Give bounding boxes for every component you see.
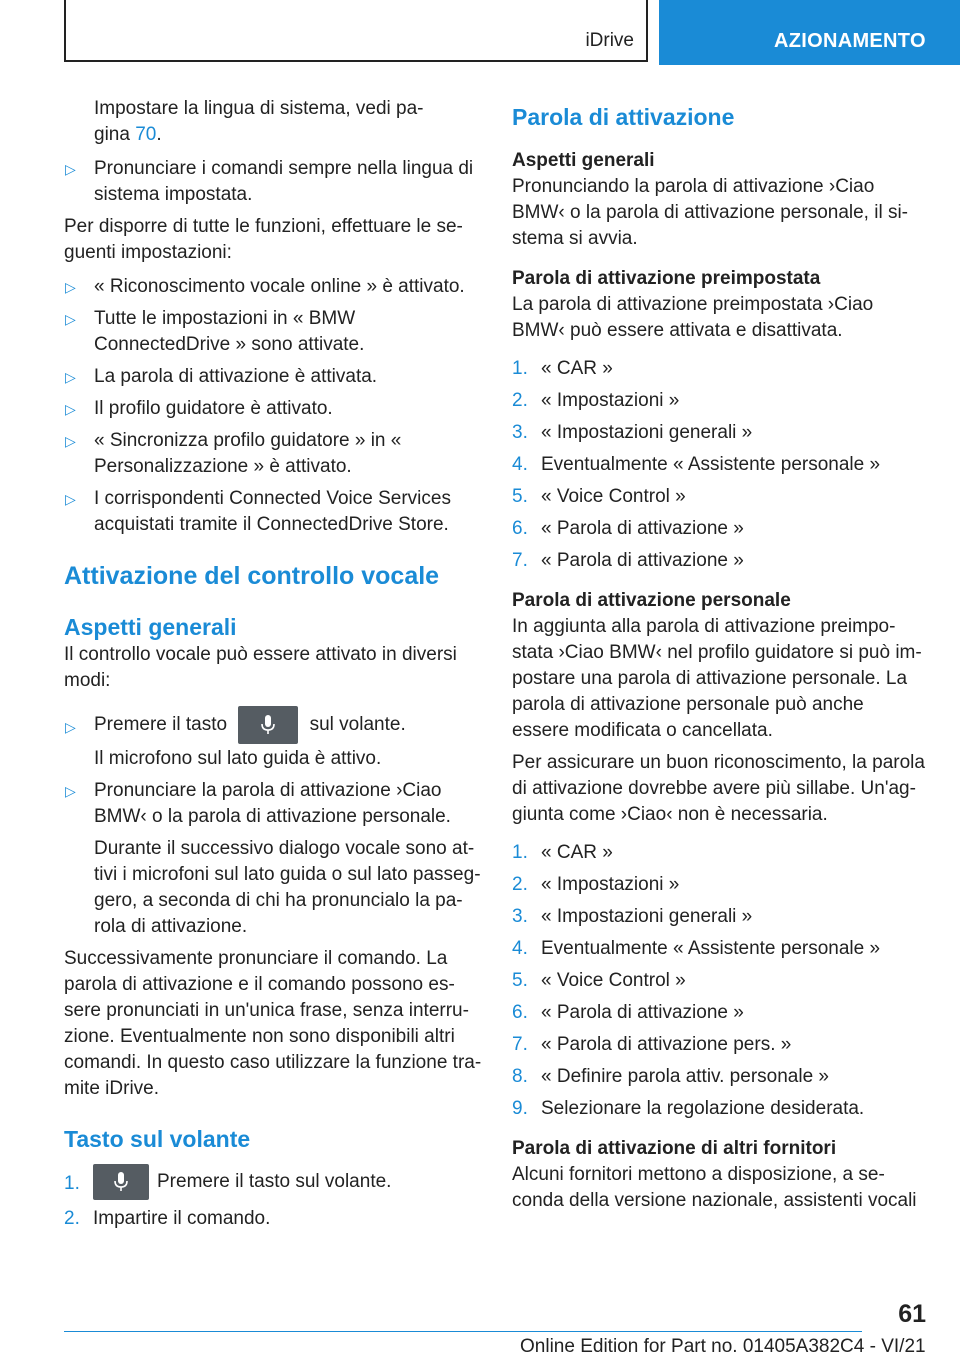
step-number: 5. (512, 970, 528, 991)
step-text: Selezionare la regolazione desiderata. (541, 1098, 865, 1119)
step-text: « Parola di attivazione » (541, 1002, 744, 1023)
step-text: « Impostazioni generali » (541, 906, 753, 927)
list-item-note: Durante il successivo dialogo vocale sono at-tivi i microfoni sul lato guida o sul lato passeg-gero, a seconda di chi ha pronuncialo la pa-rola di attivazione. (94, 838, 481, 937)
step-number: 6. (512, 1002, 528, 1023)
left-column (64, 96, 484, 1238)
step-number: 8. (512, 1066, 528, 1087)
step-number: 3. (512, 906, 528, 927)
triangle-right-icon: ▷ (65, 279, 76, 295)
microphone-icon (113, 1171, 129, 1193)
step-text: Eventualmente « Assistente personale » (541, 938, 881, 959)
paragraph: Per disporre di tutte le funzioni, effettuare le se-guenti impostazioni: (64, 216, 463, 263)
subsection-heading: Parola di attivazione (512, 104, 735, 130)
list-item (512, 872, 926, 898)
paragraph: La parola di attivazione preimpostata ›Ciao BMW‹ può essere attivata e disattivata. (512, 294, 874, 341)
list-item (512, 516, 926, 542)
list-item: ▷ « Riconoscimento vocale online » è attivato. (64, 274, 484, 300)
step-text: « Definire parola attiv. personale » (541, 1066, 829, 1087)
list-item (512, 356, 926, 382)
list-item: ▷ « Sincronizza profilo guidatore » in « Personalizzazione » è attivato. (65, 430, 402, 477)
list-item (512, 1096, 926, 1122)
list-item-note: Il microfono sul lato guida è attivo. (94, 748, 382, 769)
step-number: 4. (512, 938, 528, 959)
step-number: 9. (512, 1098, 528, 1119)
triangle-right-icon: ▷ (65, 311, 76, 327)
step-text: « Parola di attivazione pers. » (541, 1034, 792, 1055)
list-item: 1. Premere il tasto sul volante. (64, 1164, 484, 1200)
steps-list (512, 356, 926, 574)
triangle-right-icon: ▷ (65, 719, 76, 735)
list-item (512, 840, 926, 866)
triangle-right-icon: ▷ (65, 401, 76, 417)
paragraph-heading: Parola di attivazione preimpostata (512, 268, 821, 289)
paragraph: Per assicurare un buon riconoscimento, la parola di attivazione dovrebbe avere più sillabe. Un'ag-giunta come ›Ciao‹ non è necessaria. (512, 752, 925, 825)
intro-text: Impostare la lingua di sistema, vedi pa- gina 70. (94, 98, 424, 145)
page-number: 61 (898, 1300, 926, 1328)
list-item (512, 420, 926, 446)
triangle-right-icon: ▷ (65, 433, 76, 449)
paragraph: In aggiunta alla parola di attivazione preimpo-stata ›Ciao BMW‹ nel profilo guidatore si può im-postare una parola di attivazione personale. La parola di attivazione personale può anche essere modificata o cancellata. (512, 616, 922, 741)
paragraph-heading: Parola di attivazione personale (512, 590, 791, 611)
step-number: 2. (512, 390, 528, 411)
triangle-right-icon: ▷ (65, 491, 76, 507)
header-section-box (64, 0, 648, 62)
list-item: ▷ Pronunciare i comandi sempre nella lingua di sistema impostata. (65, 158, 474, 205)
step-number: 4. (512, 454, 528, 475)
list-item (512, 548, 926, 574)
step-number: 1. (512, 842, 528, 863)
right-column (512, 96, 926, 1214)
list-item (512, 904, 926, 930)
step-text: « Impostazioni » (541, 874, 680, 895)
steps-list (64, 1164, 484, 1232)
step-number: 3. (512, 422, 528, 443)
list-item (512, 1032, 926, 1058)
subsection-heading: Aspetti generali (64, 614, 237, 640)
triangle-right-icon: ▷ (65, 783, 76, 799)
list-item: ▷ Pronunciare la parola di attivazione ›Ciao BMW‹ o la parola di attivazione personale. (65, 780, 451, 827)
step-text: « Impostazioni generali » (541, 422, 753, 443)
step-number: 1. (512, 358, 528, 379)
microphone-icon (260, 714, 276, 736)
list-item: ▷ Tutte le impostazioni in « BMW ConnectedDrive » sono attivate. (65, 308, 365, 355)
triangle-right-icon: ▷ (65, 369, 76, 385)
step-text: « Impostazioni » (541, 390, 680, 411)
paragraph: Successivamente pronunciare il comando. La parola di attivazione e il comando possono es-sere pronunciati in un'unica frase, senza interru-zione. Eventualmente non sono disponibili altri comandi. In questo caso utilizzare la funzione tra-mite iDrive. (64, 948, 482, 1099)
steps-list (512, 840, 926, 1122)
list-item (512, 388, 926, 414)
list-item (512, 452, 926, 478)
step-text: « Parola di attivazione » (541, 518, 744, 539)
header-section-title: iDrive (585, 30, 634, 51)
page-link[interactable]: 70 (135, 124, 157, 145)
header-chapter-tab (659, 0, 960, 65)
step-text: « CAR » (541, 842, 613, 863)
list-item: ▷ Il profilo guidatore è attivato. (64, 396, 484, 422)
paragraph: Alcuni fornitori mettono a disposizione, a se-conda della versione nazionale, assistenti vocali (512, 1164, 917, 1211)
section-heading: Attivazione del controllo vocale (64, 562, 440, 590)
bullet-list (64, 156, 484, 208)
step-text: « CAR » (541, 358, 613, 379)
header-chapter-title: AZIONAMENTO (774, 30, 926, 52)
triangle-right-icon: ▷ (65, 161, 76, 177)
list-item (512, 936, 926, 962)
list-item: 2. Impartire il comando. (64, 1208, 271, 1229)
methods-list (64, 706, 484, 940)
list-item (512, 484, 926, 510)
step-number: 6. (512, 518, 528, 539)
footer-divider (64, 1331, 862, 1332)
step-number: 2. (512, 874, 528, 895)
paragraph-heading: Parola di attivazione di altri fornitori (512, 1138, 837, 1159)
paragraph-heading: Aspetti generali (512, 150, 655, 171)
step-number: 7. (512, 1034, 528, 1055)
step-text: « Voice Control » (541, 486, 686, 507)
settings-list (64, 274, 484, 538)
list-item: ▷ Premere il tasto sul volante. (64, 706, 484, 744)
step-text: « Voice Control » (541, 970, 686, 991)
step-text: Eventualmente « Assistente personale » (541, 454, 881, 475)
list-item (512, 1064, 926, 1090)
subsection-heading: Tasto sul volante (64, 1126, 251, 1152)
list-item (512, 1000, 926, 1026)
step-text: « Parola di attivazione » (541, 550, 744, 571)
step-number: 7. (512, 550, 528, 571)
paragraph: Il controllo vocale può essere attivato in diversi modi: (64, 644, 457, 691)
list-item: ▷ La parola di attivazione è attivata. (64, 364, 484, 390)
paragraph: Pronunciando la parola di attivazione ›Ciao BMW‹ o la parola di attivazione personale, il si-stema si avvia. (512, 176, 909, 249)
list-item: ▷ I corrispondenti Connected Voice Services acquistati tramite il ConnectedDrive Store. (65, 488, 451, 535)
microphone-button-image (93, 1164, 149, 1200)
step-number: 5. (512, 486, 528, 507)
list-item (512, 968, 926, 994)
microphone-button-image (238, 706, 298, 744)
footer-edition: Online Edition for Part no. 01405A382C4 - VI/21 (520, 1336, 926, 1357)
